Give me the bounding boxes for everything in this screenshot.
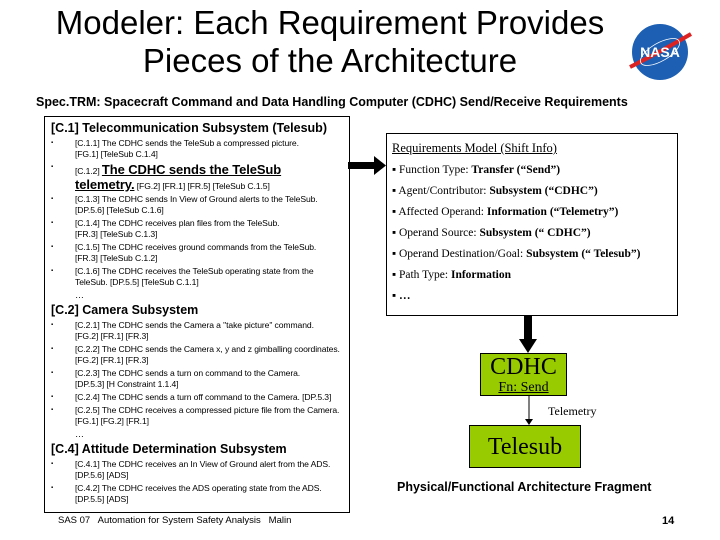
requirement-id: [C.1.1] bbox=[75, 138, 100, 148]
requirement-item bbox=[51, 483, 343, 505]
requirement-text: The CDHC receives an In View of Ground alert from the ADS. bbox=[101, 459, 331, 469]
section-heading: [C.4] Attitude Determination Subsystem bbox=[51, 442, 287, 456]
requirement-id: [C.1.4] bbox=[75, 218, 100, 228]
requirement-id: [C.1.5] bbox=[75, 242, 100, 252]
cdhc-function: Fn: Send bbox=[498, 380, 549, 395]
requirement-id: [C.4.2] bbox=[75, 483, 100, 493]
requirement-refs: [FG.1] [FG.2] [FR.1] bbox=[75, 416, 149, 426]
requirement-refs: [DP.5.3] [H Constraint 1.1.4] bbox=[75, 379, 179, 389]
requirement-item bbox=[51, 392, 343, 403]
down-arrow-icon bbox=[518, 315, 538, 354]
svg-text:NASA: NASA bbox=[640, 44, 680, 60]
requirement-item bbox=[51, 162, 343, 192]
requirement-refs: [DP.5.5] [TeleSub C.1.1] bbox=[109, 277, 199, 287]
requirement-item bbox=[51, 320, 343, 342]
requirement-refs: [FG.2] [FR.1] [FR.3] bbox=[75, 355, 149, 365]
requirement-text: The CDHC sends In View of Ground alerts to the TeleSub. bbox=[101, 194, 318, 204]
model-item: ▪ Agent/Contributor: Subsystem (“CDHC”) bbox=[392, 185, 598, 197]
flow-arrow-icon bbox=[519, 396, 539, 426]
model-item-label: Operand Destination/Goal: bbox=[398, 248, 527, 260]
telesub-block: Telesub bbox=[469, 425, 581, 468]
requirement-text: The CDHC sends a turn off command to the Camera. bbox=[101, 392, 300, 402]
model-heading: Requirements Model (Shift Info) bbox=[392, 141, 557, 155]
requirement-item bbox=[51, 368, 343, 390]
requirement-item bbox=[51, 266, 343, 288]
model-item: ▪ … bbox=[392, 290, 411, 302]
model-item-value: Subsystem (“ Telesub”) bbox=[526, 248, 641, 260]
requirement-refs: [DP.5.6] [TeleSub C.1.6] bbox=[75, 205, 164, 215]
model-item-label: Path Type: bbox=[398, 269, 451, 281]
requirement-refs: [FG.2] [FR.1] [FR.5] [TeleSub C.1.5] bbox=[136, 181, 270, 191]
requirement-refs: [FG.2] [FR.1] [FR.3] bbox=[75, 331, 149, 341]
model-item-value: Subsystem (“CDHC”) bbox=[489, 185, 598, 197]
model-item: ▪ Affected Operand: Information (“Telemetry”) bbox=[392, 206, 619, 218]
requirement-id: [C.1.3] bbox=[75, 194, 100, 204]
model-item-label: Agent/Contributor: bbox=[398, 185, 490, 197]
requirement-item bbox=[51, 405, 343, 427]
requirement-item bbox=[51, 138, 343, 160]
cdhc-label: CDHC bbox=[490, 354, 557, 380]
model-item-value: Transfer (“Send”) bbox=[471, 164, 561, 176]
requirement-item bbox=[51, 194, 343, 216]
requirement-id: [C.1.2] bbox=[75, 166, 100, 176]
requirement-id: [C.4.1] bbox=[75, 459, 100, 469]
requirement-refs: [FG.1] [TeleSub C.1.4] bbox=[75, 149, 158, 159]
diagram-caption: Physical/Functional Architecture Fragment bbox=[397, 480, 652, 494]
requirement-text: The CDHC sends the TeleSub telemetry. bbox=[75, 162, 282, 192]
footer: SAS 07 Automation for System Safety Analysis Malin bbox=[58, 515, 292, 526]
requirement-id: [C.2.1] bbox=[75, 320, 100, 330]
requirement-text: The CDHC sends the Camera x, y and z gimballing coordinates. bbox=[101, 344, 340, 354]
model-item: ▪ Operand Source: Subsystem (“ CDHC”) bbox=[392, 227, 591, 239]
requirement-item bbox=[51, 459, 343, 481]
requirement-item bbox=[51, 218, 343, 240]
requirement-refs: [DP.5.5] [ADS] bbox=[75, 494, 129, 504]
model-item-value: … bbox=[398, 290, 411, 302]
requirement-id: [C.2.3] bbox=[75, 368, 100, 378]
model-item-value: Information bbox=[450, 269, 512, 281]
model-item-label: Affected Operand: bbox=[398, 206, 487, 218]
requirement-id: [C.2.2] bbox=[75, 344, 100, 354]
model-item: ▪ Operand Destination/Goal: Subsystem (“ Telesub”) bbox=[392, 248, 641, 260]
ellipsis: … bbox=[75, 429, 84, 439]
slide-subtitle: Spec.TRM: Spacecraft Command and Data Handling Computer (CDHC) Send/Receive Requirements bbox=[36, 95, 628, 109]
model-item: ▪ Path Type: Information bbox=[392, 269, 512, 281]
model-item-label: Function Type: bbox=[398, 164, 472, 176]
model-item: ▪ Function Type: Transfer (“Send”) bbox=[392, 164, 561, 176]
cdhc-block bbox=[480, 353, 567, 396]
requirement-text: The CDHC receives plan files from the TeleSub. bbox=[101, 218, 280, 228]
nasa-logo bbox=[625, 22, 695, 82]
requirement-refs: [FR.3] [TeleSub C.1.2] bbox=[75, 253, 158, 263]
requirement-id: [C.1.6] bbox=[75, 266, 100, 276]
section-heading: [C.1] Telecommunication Subsystem (Telesub) bbox=[51, 121, 327, 135]
model-item-label: Operand Source: bbox=[398, 227, 480, 239]
page-number: 14 bbox=[662, 515, 675, 527]
requirement-refs: [DP.5.6] [ADS] bbox=[75, 470, 129, 480]
requirement-text: The CDHC receives the TeleSub operating state from the TeleSub. bbox=[75, 266, 314, 287]
model-item-value: Subsystem (“ CDHC”) bbox=[479, 227, 591, 239]
requirement-text: The CDHC sends the TeleSub a compressed picture. bbox=[101, 138, 299, 148]
slide-title: Modeler: Each Requirement Provides Pieces of the Architecture bbox=[55, 4, 605, 79]
requirement-text: The CDHC receives ground commands from the TeleSub. bbox=[101, 242, 317, 252]
requirement-id: [C.2.5] bbox=[75, 405, 100, 415]
ellipsis: … bbox=[75, 290, 84, 300]
right-arrow-icon bbox=[348, 155, 388, 177]
section-heading: [C.2] Camera Subsystem bbox=[51, 303, 199, 317]
requirement-refs: [DP.5.3] bbox=[302, 392, 332, 402]
requirement-text: The CDHC receives a compressed picture file from the Camera. bbox=[101, 405, 340, 415]
flow-label: Telemetry bbox=[548, 404, 597, 418]
requirement-text: The CDHC sends the Camera a "take picture" command. bbox=[101, 320, 314, 330]
model-item-value: Information (“Telemetry”) bbox=[486, 206, 619, 218]
requirements-model-box bbox=[386, 133, 678, 316]
requirement-refs: [FR.3] [TeleSub C.1.3] bbox=[75, 229, 158, 239]
requirement-item bbox=[51, 344, 343, 366]
requirements-list-box bbox=[44, 116, 350, 513]
requirement-id: [C.2.4] bbox=[75, 392, 100, 402]
requirement-text: The CDHC sends a turn on command to the Camera. bbox=[101, 368, 301, 378]
requirement-item bbox=[51, 242, 343, 264]
requirement-text: The CDHC receives the ADS operating state from the ADS. bbox=[101, 483, 322, 493]
